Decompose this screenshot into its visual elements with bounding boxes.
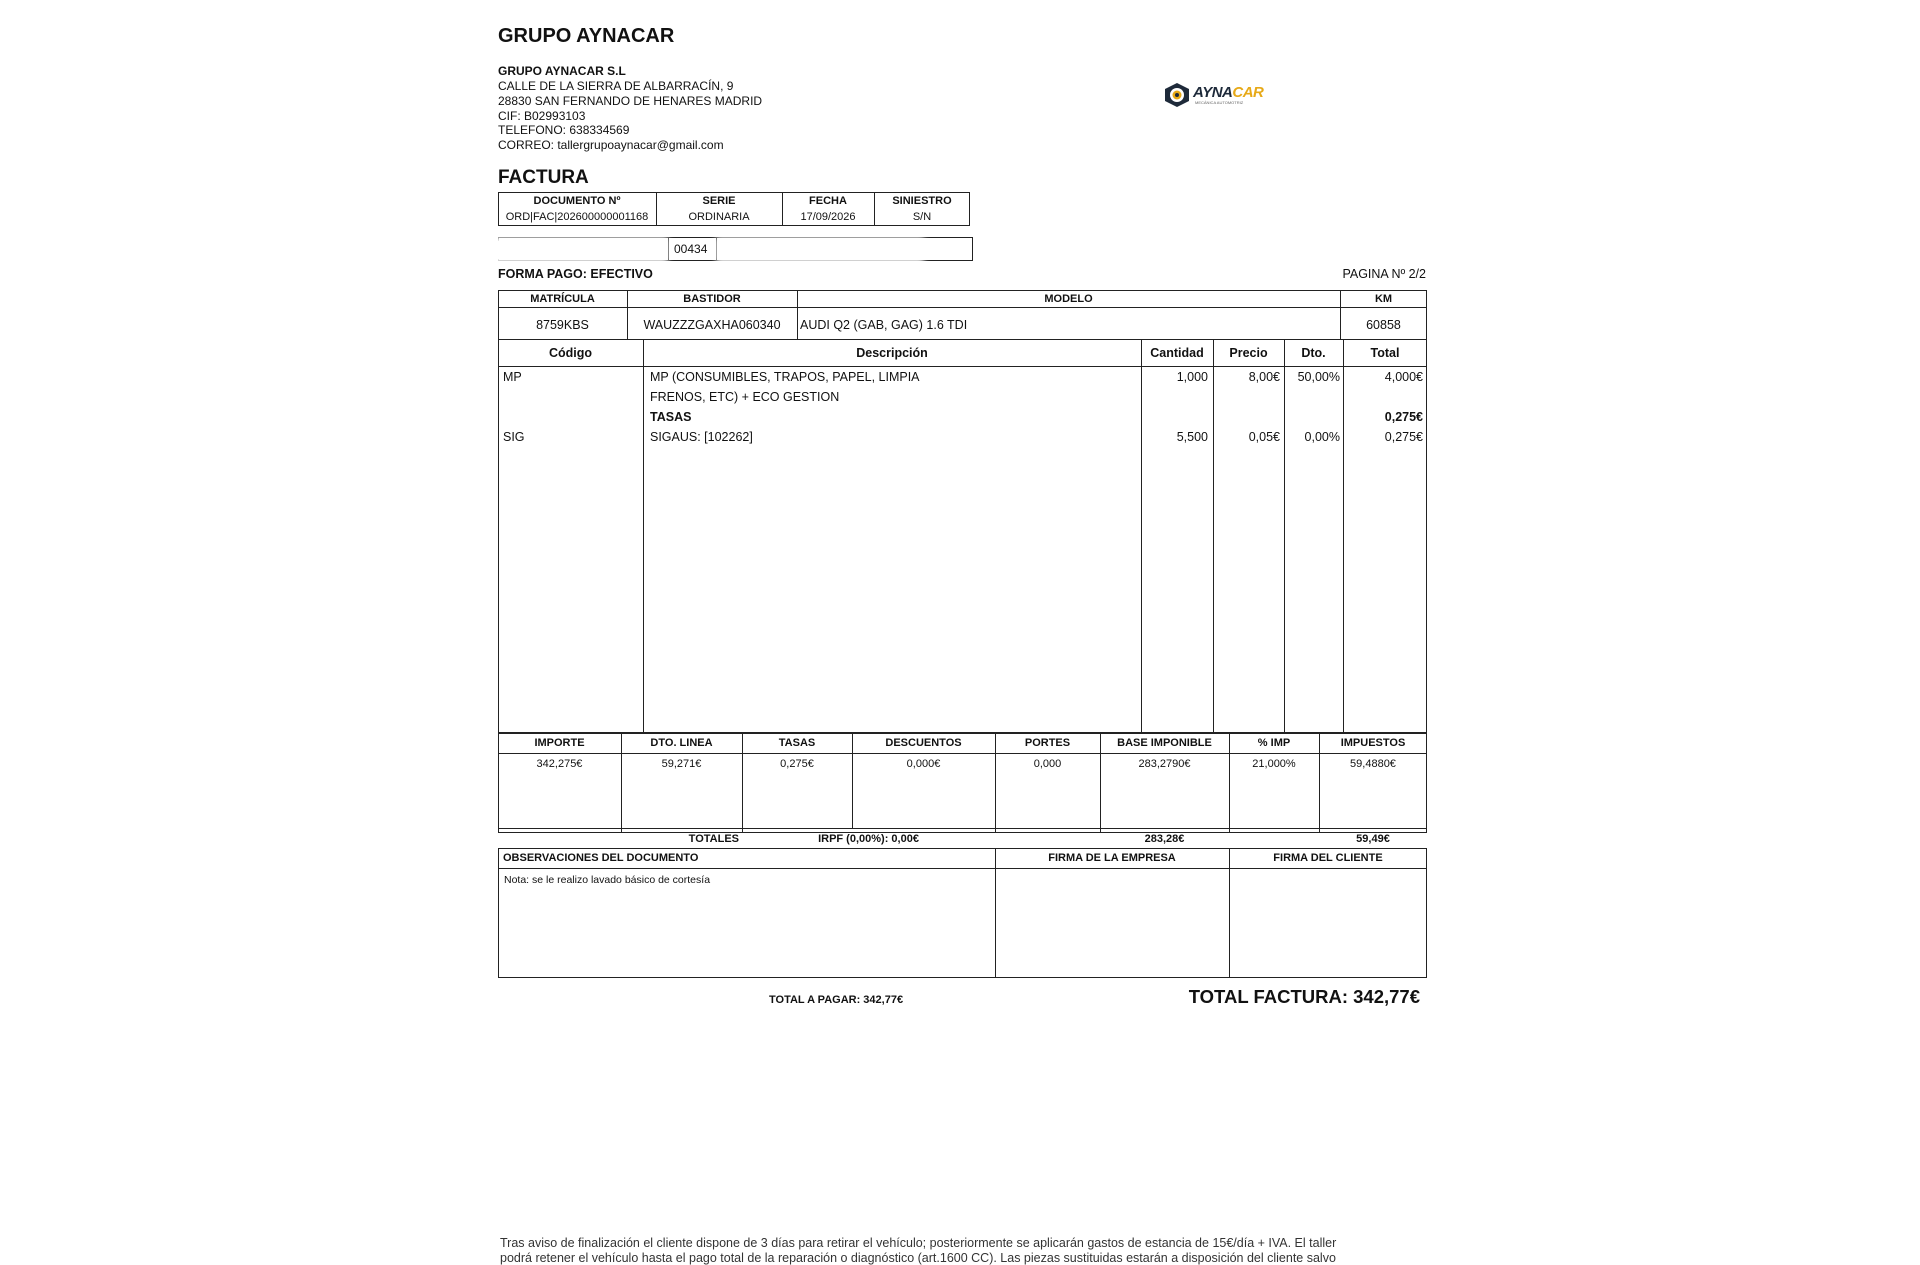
line-mp-quantity: 1,000 [1176, 370, 1208, 384]
line-mp-discount: 50,00% [1297, 370, 1340, 384]
invoice-total: TOTAL FACTURA: 342,77€ [1188, 986, 1420, 1007]
summary-header-impuestos: IMPUESTOS [1340, 737, 1406, 749]
legal-notice-line1: Tras aviso de finalización el cliente dispone de 3 días para retirar el vehículo; posteriormente se aplicarán gastos de estancia de 15€/día + IVA. El taller [500, 1236, 1337, 1250]
legal-notice-line2: podrá retener el vehículo hasta el pago total de la reparación o diagnóstico (art.1600 CC). Las piezas sustituidas estarán a disposición del cliente salvo [500, 1251, 1336, 1265]
line-mp-price: 8,00€ [1248, 370, 1280, 384]
client-code: 00434 [674, 242, 708, 256]
line-sig-description: SIGAUS: [102262] [650, 430, 753, 444]
line-mp-description: MP (CONSUMIBLES, TRAPOS, PAPEL, LIMPIA [650, 370, 920, 384]
invoice-title: FACTURA [498, 167, 589, 188]
vehicle-km: 60858 [1366, 318, 1401, 332]
doc-header-documento: DOCUMENTO Nº [533, 195, 621, 207]
total-to-pay: TOTAL A PAGAR: 342,77€ [769, 994, 904, 1006]
client-signature-label: FIRMA DEL CLIENTE [1273, 852, 1383, 864]
summary-header-dto-linea: DTO. LINEA [650, 737, 713, 749]
summary-tasas: 0,275€ [780, 758, 814, 770]
summary-portes: 0,000 [1033, 758, 1062, 770]
summary-pct-imp: 21,000% [1252, 758, 1296, 770]
logo-text-accent: CAR [1232, 84, 1264, 101]
redacted-area [720, 241, 920, 259]
line-items-table [498, 339, 1427, 733]
vehicle-header-matricula: MATRÍCULA [530, 293, 595, 305]
summary-importe: 342,275€ [536, 758, 583, 770]
observations-label: OBSERVACIONES DEL DOCUMENTO [503, 852, 699, 864]
lines-header-codigo: Código [548, 346, 593, 360]
logo-tagline: MECÁNICA AUTOMOTRIZ [1195, 100, 1244, 105]
company-name: GRUPO AYNACAR S.L [498, 64, 626, 78]
redacted-area [494, 241, 664, 259]
tasas-total: 0,275€ [1384, 410, 1423, 424]
doc-header-fecha: FECHA [809, 195, 847, 207]
vehicle-plate: 8759KBS [536, 318, 589, 332]
base-total: 283,28€ [1144, 833, 1185, 845]
summary-header-pct-imp: % IMP [1257, 737, 1291, 749]
logo-text-dark: AYNA [1193, 84, 1233, 101]
summary-header-base-imponible: BASE IMPONIBLE [1117, 737, 1212, 749]
document-number: ORD|FAC|202600000001168 [505, 211, 649, 223]
lines-header-cantidad: Cantidad [1150, 346, 1204, 360]
summary-dto-linea: 59,271€ [661, 758, 702, 770]
line-sig-price: 0,05€ [1248, 430, 1280, 444]
vehicle-vin: WAUZZZGAXHA060340 [643, 318, 781, 332]
tax-total: 59,49€ [1356, 833, 1390, 845]
lines-header-precio: Precio [1229, 346, 1268, 360]
irpf-value: IRPF (0,00%): 0,00€ [818, 833, 919, 845]
vehicle-model: AUDI Q2 (GAB, GAG) 1.6 TDI [800, 318, 968, 332]
company-heading: GRUPO AYNACAR [498, 25, 675, 47]
lines-header-descripcion: Descripción [856, 346, 928, 360]
lines-header-total: Total [1370, 346, 1400, 360]
document-siniestro: S/N [912, 211, 932, 223]
document-date: 17/09/2026 [800, 211, 856, 223]
payment-method: FORMA PAGO: EFECTIVO [498, 267, 653, 281]
summary-header-descuentos: DESCUENTOS [885, 737, 962, 749]
totales-label: TOTALES [688, 833, 739, 845]
line-sig-quantity: 5,500 [1176, 430, 1208, 444]
summary-base-imponible: 283,2790€ [1138, 758, 1191, 770]
summary-header-tasas: TASAS [778, 737, 816, 749]
company-logo [1163, 80, 1273, 110]
doc-header-serie: SERIE [702, 195, 736, 207]
doc-header-siniestro: SINIESTRO [892, 195, 952, 207]
company-phone: TELEFONO: 638334569 [498, 123, 630, 137]
line-sig-discount: 0,00% [1304, 430, 1340, 444]
logo-emblem-icon [1163, 82, 1191, 108]
vehicle-header-bastidor: BASTIDOR [683, 293, 741, 305]
tasas-label: TASAS [650, 410, 692, 424]
line-mp-total: 4,000€ [1384, 370, 1423, 384]
document-serie: ORDINARIA [688, 211, 750, 223]
company-address-line2: 28830 SAN FERNANDO DE HENARES MADRID [498, 94, 763, 108]
summary-header-importe: IMPORTE [534, 737, 585, 749]
line-mp-description-cont: FRENOS, ETC) + ECO GESTION [650, 390, 840, 404]
summary-impuestos: 59,4880€ [1350, 758, 1396, 770]
company-signature-label: FIRMA DE LA EMPRESA [1048, 852, 1176, 864]
line-sig-total: 0,275€ [1384, 430, 1423, 444]
vehicle-header-modelo: MODELO [1044, 293, 1093, 305]
page-number: PAGINA Nº 2/2 [1342, 267, 1426, 281]
company-cif: CIF: B02993103 [498, 109, 586, 123]
company-address-line1: CALLE DE LA SIERRA DE ALBARRACÍN, 9 [498, 79, 734, 93]
summary-header-portes: PORTES [1024, 737, 1071, 749]
line-sig-code: SIG [503, 430, 525, 444]
company-email: CORREO: tallergrupoaynacar@gmail.com [498, 138, 724, 152]
summary-descuentos: 0,000€ [906, 758, 941, 770]
line-mp-code: MP [503, 370, 522, 384]
observation-note: Nota: se le realizo lavado básico de cortesía [504, 874, 711, 886]
vehicle-header-km: KM [1374, 293, 1393, 305]
lines-header-dto: Dto. [1301, 346, 1326, 360]
